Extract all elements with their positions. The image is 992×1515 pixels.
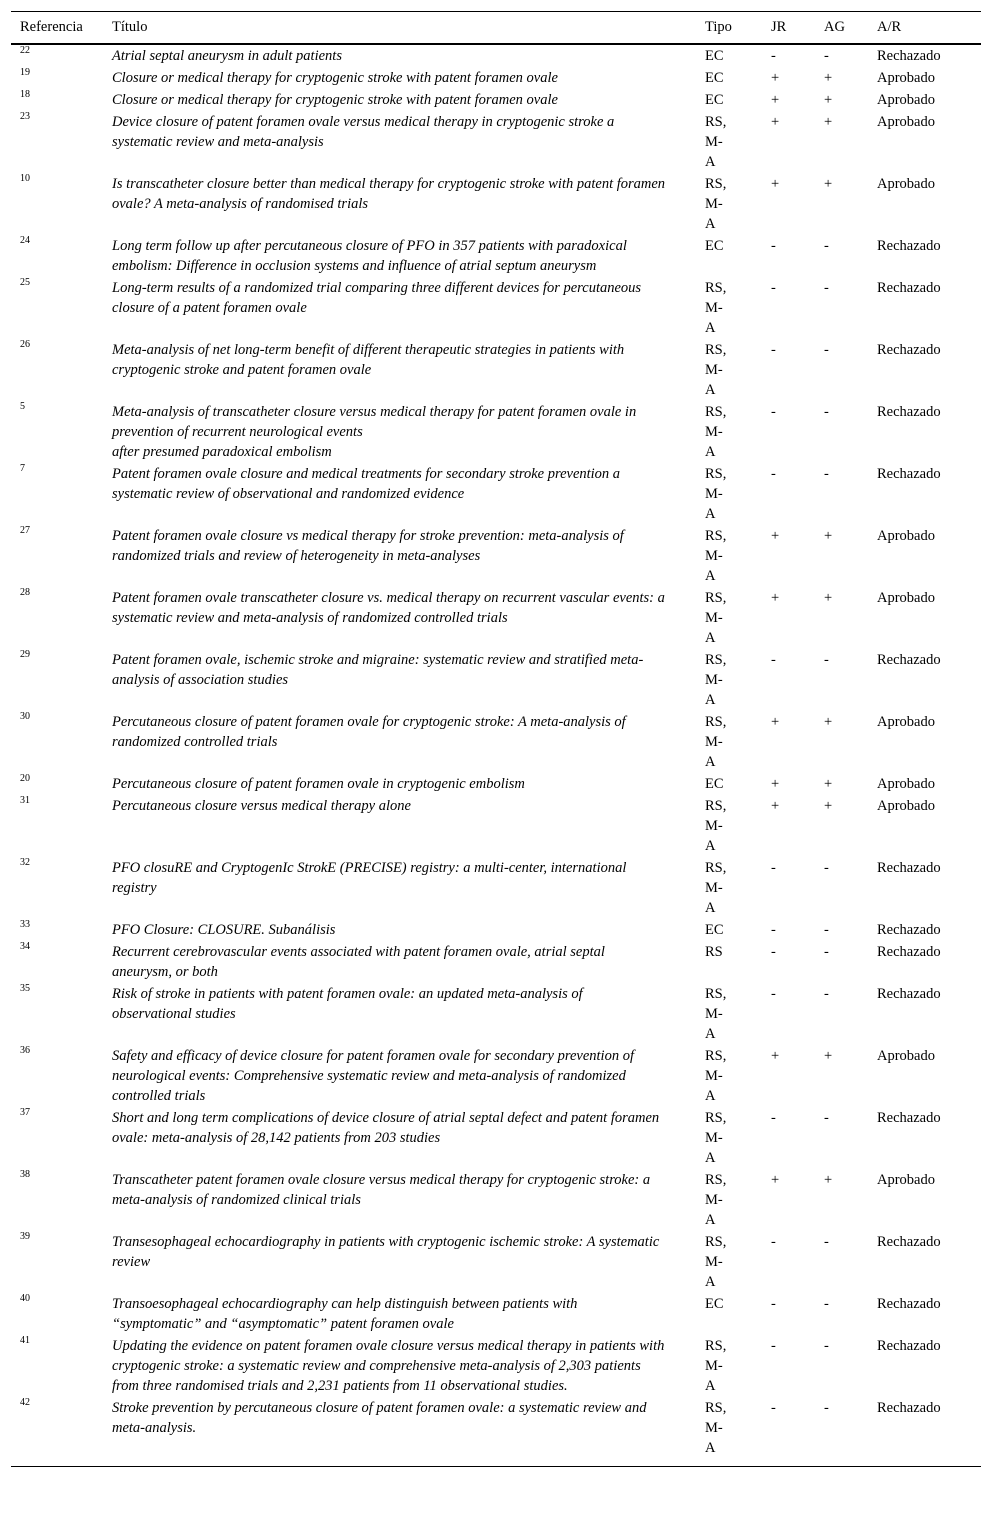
table-row (11, 173, 981, 235)
tipo-text: M- (705, 1068, 723, 1084)
tipo-cell (696, 1107, 762, 1169)
tipo-text: EC (705, 1296, 724, 1312)
references-table (11, 11, 981, 1467)
title-text: Meta-analysis of net long-term benefit of different therapeutic strategies in patients with cryptogenic stroke and patent foramen ovale (112, 342, 625, 378)
tipo-text: M- (705, 134, 723, 150)
ar-status: Aprobado (877, 776, 935, 792)
tipo-cell (696, 1169, 762, 1231)
ag-mark: - (824, 342, 829, 358)
tipo-text: RS, (705, 528, 727, 544)
title-cell (103, 919, 696, 941)
title-cell (103, 277, 696, 339)
ar-status: Rechazado (868, 1397, 981, 1467)
ag-mark: + (824, 776, 833, 792)
jr-mark: + (771, 176, 780, 192)
table-row (11, 1293, 981, 1335)
tipo-cell (696, 89, 762, 111)
reference-number: 26 (20, 339, 30, 350)
tipo-cell (696, 463, 762, 525)
table-row (11, 44, 981, 67)
header-titulo: Título (103, 12, 696, 45)
table-row (11, 1397, 981, 1467)
tipo-text: M- (705, 1420, 723, 1436)
jr-mark: - (771, 280, 776, 296)
tipo-text: RS, (705, 714, 727, 730)
ag-mark: - (824, 1110, 829, 1126)
tipo-text: A (705, 838, 716, 854)
ag-mark: - (824, 652, 829, 668)
ag-mark: + (824, 176, 833, 192)
tipo-cell (696, 919, 762, 941)
title-text: Closure or medical therapy for cryptogenic stroke with patent foramen ovale (112, 92, 558, 108)
tipo-text: A (705, 506, 716, 522)
reference-number: 7 (20, 463, 25, 474)
reference-number: 39 (20, 1231, 30, 1242)
reference-number: 29 (20, 649, 30, 660)
reference-number: 32 (20, 857, 30, 868)
table-row (11, 795, 981, 857)
ar-status: Rechazado (877, 1110, 941, 1126)
table-row (11, 277, 981, 339)
jr-mark: - (771, 986, 776, 1002)
tipo-text: RS, (705, 798, 727, 814)
tipo-cell (696, 983, 762, 1045)
table-row (11, 587, 981, 649)
tipo-text: RS (705, 944, 723, 960)
title-cell (103, 463, 696, 525)
tipo-text: A (705, 320, 716, 336)
header-row (11, 12, 981, 45)
reference-number: 24 (20, 235, 30, 246)
title-cell (103, 525, 696, 587)
reference-number: 41 (20, 1335, 30, 1346)
ar-status: Rechazado (877, 1296, 941, 1312)
tipo-cell (696, 339, 762, 401)
jr-mark: - (771, 1234, 776, 1250)
ar-status: Rechazado (877, 1338, 941, 1354)
tipo-text: M- (705, 1006, 723, 1022)
ar-status: Rechazado (877, 466, 941, 482)
title-text: Recurrent cerebrovascular events associated with patent foramen ovale, atrial septal aneurysm, or both (112, 944, 605, 980)
tipo-cell (696, 795, 762, 857)
reference-number: 22 (20, 45, 30, 56)
tipo-text: RS, (705, 176, 727, 192)
tipo-cell (696, 67, 762, 89)
title-cell (103, 1335, 696, 1397)
title-cell (103, 173, 696, 235)
ar-status: Aprobado (877, 92, 935, 108)
tipo-cell (696, 401, 762, 463)
table-row (11, 857, 981, 919)
tipo-text: RS, (705, 1110, 727, 1126)
tipo-text: M- (705, 1130, 723, 1146)
reference-number: 42 (11, 1397, 103, 1467)
reference-number: 10 (20, 173, 30, 184)
title-cell (103, 67, 696, 89)
ar-status: Aprobado (877, 528, 935, 544)
table-row (11, 235, 981, 277)
reference-number: 19 (20, 67, 30, 78)
ar-status: Aprobado (877, 714, 935, 730)
title-text: Short and long term complications of device closure of atrial septal defect and patent foramen ovale: meta-analysis of 28,142 patients from 203 studies (112, 1110, 660, 1146)
reference-number: 40 (20, 1293, 30, 1304)
title-cell (103, 339, 696, 401)
title-cell (103, 773, 696, 795)
title-cell (103, 1293, 696, 1335)
tipo-text: M- (705, 610, 723, 626)
title-text: Patent foramen ovale closure and medical treatments for secondary stroke prevention a systematic review of observational and randomized evidence (112, 466, 621, 502)
reference-number: 23 (20, 111, 30, 122)
ag-mark: - (824, 280, 829, 296)
tipo-text: A (705, 1378, 716, 1394)
table-row (11, 525, 981, 587)
title-text: Closure or medical therapy for cryptogenic stroke with patent foramen ovale (112, 70, 558, 86)
ag-mark: - (815, 1397, 868, 1467)
header-ar: A/R (868, 12, 981, 45)
tipo-cell (696, 941, 762, 983)
tipo-text: EC (705, 922, 724, 938)
tipo-text: A (705, 1026, 716, 1042)
table-row (11, 111, 981, 173)
title-text: Atrial septal aneurysm in adult patients (112, 48, 342, 64)
jr-mark: + (771, 776, 780, 792)
table-row (11, 401, 981, 463)
ar-status: Aprobado (877, 1172, 935, 1188)
tipo-cell (696, 1293, 762, 1335)
header-ag: AG (815, 12, 868, 45)
table-row (11, 1107, 981, 1169)
table-row (11, 773, 981, 795)
reference-number: 34 (20, 941, 30, 952)
jr-mark: - (771, 404, 776, 420)
jr-mark: - (771, 652, 776, 668)
tipo-text: A (705, 568, 716, 584)
tipo-text: EC (705, 92, 724, 108)
title-text: Percutaneous closure versus medical therapy alone (112, 798, 411, 814)
ag-mark: + (824, 528, 833, 544)
title-cell (103, 587, 696, 649)
jr-mark: + (771, 528, 780, 544)
table-row (11, 1169, 981, 1231)
tipo-text: A (705, 154, 716, 170)
tipo-text: A (705, 382, 716, 398)
title-text: Transoesophageal echocardiography can help distinguish between patients with “symptomatic” and “asymptomatic” patent foramen ovale (112, 1296, 578, 1332)
tipo-text: RS, (705, 652, 727, 668)
title-text: Stroke prevention by percutaneous closure of patent foramen ovale: a systematic review and meta-analysis. (112, 1400, 647, 1436)
jr-mark: + (771, 70, 780, 86)
ar-status: Rechazado (877, 404, 941, 420)
table-row (11, 89, 981, 111)
title-text: Is transcatheter closure better than medical therapy for cryptogenic stroke with patent foramen ovale? A meta-analysis of randomised trials (112, 176, 666, 212)
tipo-cell (696, 111, 762, 173)
tipo-text: RS, (705, 404, 727, 420)
ag-mark: - (824, 1338, 829, 1354)
title-text: Patent foramen ovale, ischemic stroke and migraine: systematic review and stratified meta-analysis of association studies (112, 652, 644, 688)
tipo-text: RS, (705, 1048, 727, 1064)
jr-mark: + (771, 114, 780, 130)
jr-mark: - (771, 1296, 776, 1312)
table-row (11, 919, 981, 941)
ag-mark: + (824, 92, 833, 108)
title-text: after presumed paradoxical embolism (112, 444, 332, 460)
reference-number: 25 (20, 277, 30, 288)
title-cell (103, 1107, 696, 1169)
tipo-text: M- (705, 424, 723, 440)
reference-number: 37 (20, 1107, 30, 1118)
tipo-text: M- (705, 1192, 723, 1208)
ag-mark: - (824, 860, 829, 876)
tipo-text: RS, (705, 860, 727, 876)
title-text: Percutaneous closure of patent foramen ovale for cryptogenic stroke: A meta-analysis of randomized controlled trials (112, 714, 626, 750)
ag-mark: + (824, 1048, 833, 1064)
reference-number: 20 (20, 773, 30, 784)
ar-status: Rechazado (877, 944, 941, 960)
table-row (11, 983, 981, 1045)
tipo-cell (696, 44, 762, 67)
tipo-text: A (705, 754, 716, 770)
jr-mark: + (771, 714, 780, 730)
header-jr: JR (762, 12, 815, 45)
tipo-text: RS, (705, 342, 727, 358)
jr-mark: - (762, 1397, 815, 1467)
title-text: Device closure of patent foramen ovale versus medical therapy in cryptogenic stroke a systematic review and meta-analysis (112, 114, 615, 150)
title-cell (103, 401, 696, 463)
tipo-text: RS, (705, 986, 727, 1002)
title-text: Updating the evidence on patent foramen ovale closure versus medical therapy in patients with cryptogenic stroke: a systematic review and comprehensive meta-analysis of 2,303 patients from three randomised trials and 2,231 patients from 11 observational studies. (112, 1338, 665, 1394)
jr-mark: - (771, 860, 776, 876)
title-text: Percutaneous closure of patent foramen ovale in cryptogenic embolism (112, 776, 525, 792)
tipo-cell (696, 587, 762, 649)
table-row (11, 1045, 981, 1107)
reference-number: 38 (20, 1169, 30, 1180)
title-cell (103, 711, 696, 773)
title-text: Patent foramen ovale closure vs medical therapy for stroke prevention: meta-analysis of randomized trials and review of heterogeneity in meta-analyses (112, 528, 624, 564)
title-cell (103, 1231, 696, 1293)
ag-mark: - (824, 238, 829, 254)
ar-status: Aprobado (877, 1048, 935, 1064)
tipo-text: A (705, 900, 716, 916)
title-text: Transcatheter patent foramen ovale closure versus medical therapy for cryptogenic stroke: a meta-analysis of randomized clinical trials (112, 1172, 651, 1208)
ag-mark: - (824, 944, 829, 960)
title-cell (103, 1397, 696, 1467)
ag-mark: + (824, 70, 833, 86)
title-cell (103, 983, 696, 1045)
tipo-text: M- (705, 548, 723, 564)
ar-status: Rechazado (877, 860, 941, 876)
tipo-text: A (705, 216, 716, 232)
ar-status: Rechazado (877, 1234, 941, 1250)
table-row (11, 1335, 981, 1397)
tipo-cell (696, 773, 762, 795)
ar-status: Rechazado (877, 986, 941, 1002)
tipo-text: RS, (705, 114, 727, 130)
ar-status: Rechazado (877, 280, 941, 296)
title-cell (103, 795, 696, 857)
title-text: Long term follow up after percutaneous closure of PFO in 357 patients with paradoxical embolism: Difference in occlusion systems and influence of atrial septum aneurysm (112, 238, 627, 274)
title-text: Long-term results of a randomized trial comparing three different devices for percutaneous closure of a patent foramen ovale (112, 280, 642, 316)
ar-status: Rechazado (877, 652, 941, 668)
ar-status: Rechazado (877, 922, 941, 938)
ag-mark: - (824, 986, 829, 1002)
ar-status: Rechazado (877, 238, 941, 254)
table-row (11, 941, 981, 983)
table-row (11, 711, 981, 773)
jr-mark: + (771, 798, 780, 814)
ag-mark: - (824, 466, 829, 482)
ar-status: Aprobado (877, 70, 935, 86)
tipo-cell (696, 1231, 762, 1293)
title-cell (103, 857, 696, 919)
title-text: PFO Closure: CLOSURE. Subanálisis (112, 922, 336, 938)
reference-number: 5 (20, 401, 25, 412)
tipo-cell (696, 1397, 762, 1467)
jr-mark: + (771, 1172, 780, 1188)
tipo-cell (696, 857, 762, 919)
tipo-text: RS, (705, 1338, 727, 1354)
tipo-text: M- (705, 818, 723, 834)
references-table-container (11, 11, 981, 1467)
ag-mark: + (824, 798, 833, 814)
jr-mark: - (771, 238, 776, 254)
tipo-text: EC (705, 776, 724, 792)
jr-mark: - (771, 342, 776, 358)
tipo-text: A (705, 1274, 716, 1290)
header-tipo: Tipo (696, 12, 762, 45)
title-text: Transesophageal echocardiography in patients with cryptogenic ischemic stroke: A systematic review (112, 1234, 660, 1270)
tipo-text: A (705, 444, 716, 460)
reference-number: 31 (20, 795, 30, 806)
ag-mark: + (824, 714, 833, 730)
tipo-text: RS, (705, 280, 727, 296)
tipo-cell (696, 235, 762, 277)
tipo-cell (696, 525, 762, 587)
table-row (11, 649, 981, 711)
jr-mark: - (771, 48, 776, 64)
tipo-text: M- (705, 1358, 723, 1374)
jr-mark: + (771, 590, 780, 606)
title-cell (103, 1169, 696, 1231)
ag-mark: - (824, 1234, 829, 1250)
tipo-text: M- (705, 734, 723, 750)
jr-mark: - (771, 1338, 776, 1354)
reference-number: 36 (20, 1045, 30, 1056)
tipo-cell (696, 1045, 762, 1107)
tipo-text: RS, (705, 1234, 727, 1250)
reference-number: 30 (20, 711, 30, 722)
title-cell (103, 649, 696, 711)
tipo-text: M- (705, 486, 723, 502)
ag-mark: - (824, 48, 829, 64)
ag-mark: - (824, 922, 829, 938)
title-cell (103, 44, 696, 67)
tipo-text: A (705, 1440, 716, 1456)
ar-status: Aprobado (877, 798, 935, 814)
reference-number: 28 (20, 587, 30, 598)
ag-mark: + (824, 114, 833, 130)
table-row (11, 463, 981, 525)
reference-number: 27 (20, 525, 30, 536)
tipo-text: M- (705, 880, 723, 896)
tipo-text: A (705, 1212, 716, 1228)
ar-status: Aprobado (877, 176, 935, 192)
ag-mark: - (824, 1296, 829, 1312)
tipo-text: A (705, 1150, 716, 1166)
ag-mark: - (824, 404, 829, 420)
tipo-text: M- (705, 196, 723, 212)
ag-mark: + (824, 1172, 833, 1188)
jr-mark: - (771, 1110, 776, 1126)
table-header (11, 12, 981, 45)
ag-mark: + (824, 590, 833, 606)
ar-status: Rechazado (877, 48, 941, 64)
jr-mark: + (771, 92, 780, 108)
title-cell (103, 89, 696, 111)
tipo-text: M- (705, 672, 723, 688)
tipo-text: RS, (705, 1172, 727, 1188)
jr-mark: - (771, 466, 776, 482)
tipo-text: EC (705, 238, 724, 254)
tipo-text: A (705, 1088, 716, 1104)
reference-number: 33 (20, 919, 30, 930)
title-text: PFO closuRE and CryptogenIc StrokE (PRECISE) registry: a multi-center, international registry (112, 860, 627, 896)
title-cell (103, 235, 696, 277)
tipo-text: M- (705, 362, 723, 378)
table-row (11, 67, 981, 89)
tipo-text: M- (705, 300, 723, 316)
title-text: Patent foramen ovale transcatheter closure vs. medical therapy on recurrent vascular events: a systematic review and meta-analysis of randomized controlled trials (112, 590, 665, 626)
reference-number: 18 (20, 89, 30, 100)
header-referencia: Referencia (11, 12, 103, 45)
tipo-text: RS, (705, 466, 727, 482)
title-cell (103, 941, 696, 983)
tipo-cell (696, 649, 762, 711)
tipo-text: A (705, 692, 716, 708)
reference-number: 35 (20, 983, 30, 994)
title-text: Meta-analysis of transcatheter closure versus medical therapy for patent foramen ovale in prevention of recurrent neurological events (112, 404, 637, 440)
tipo-text: M- (705, 1254, 723, 1270)
title-cell (103, 111, 696, 173)
title-text: Safety and efficacy of device closure for patent foramen ovale for secondary prevention of neurological events: Comprehensive systematic review and meta-analysis of randomized controlled trials (112, 1048, 634, 1104)
ar-status: Aprobado (877, 114, 935, 130)
tipo-cell (696, 277, 762, 339)
tipo-cell (696, 173, 762, 235)
tipo-cell (696, 711, 762, 773)
title-text: Risk of stroke in patients with patent foramen ovale: an updated meta-analysis of observational studies (112, 986, 583, 1022)
table-row (11, 339, 981, 401)
tipo-text: RS, (705, 1400, 727, 1416)
jr-mark: + (771, 1048, 780, 1064)
tipo-text: EC (705, 70, 724, 86)
table-body (11, 44, 981, 1467)
tipo-text: EC (705, 48, 724, 64)
ar-status: Rechazado (877, 342, 941, 358)
table-row (11, 1231, 981, 1293)
tipo-cell (696, 1335, 762, 1397)
ar-status: Aprobado (877, 590, 935, 606)
jr-mark: - (771, 944, 776, 960)
tipo-text: RS, (705, 590, 727, 606)
jr-mark: - (771, 922, 776, 938)
title-cell (103, 1045, 696, 1107)
tipo-text: A (705, 630, 716, 646)
